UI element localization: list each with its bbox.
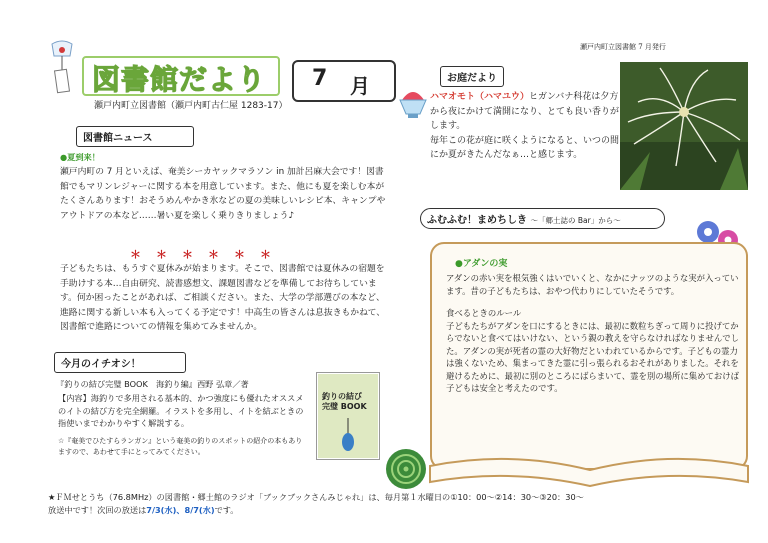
trivia-rule-title: 食べるときのルール — [446, 308, 522, 318]
book-cover-title: 釣りの結び 完璧 BOOK — [322, 392, 367, 411]
newsletter-title: 図書館だより — [92, 63, 267, 96]
radio-notice-line-1: ★ＦＭせとうち（76.8MHz）の図書館・郷土館のラジオ「ブックブックさんみじゃれ」は、毎月第１水曜日の①10：00～②14：30～③20：30～ — [48, 492, 584, 502]
ichioshi-heading: 今月のイチオシ！ — [54, 352, 186, 373]
book-title: 『釣りの結び完璧 BOOK 海釣り編』 — [56, 379, 197, 389]
radio-notice-pre: 放送中です！次回の放送は — [48, 505, 147, 515]
news-paragraph-2: 子どもたちは、もうすぐ夏休みが始まります。そこで、図書館では夏休みの宿題を手助けする本…自由研究、読書感想文、課題図書などを準備してお待ちしています。何か困ったことがあれば、ご相談ください。また、大学の学部選びの本など、進路に関する新しい本も入ってくる予定です！中高生の皆さんは息抜きもかねて、図書館で進路についての情報を集めてみませんか。 — [60, 264, 386, 333]
news-heading: 図書館ニュース — [76, 126, 194, 147]
book-author: 西野 弘章／著 — [196, 379, 249, 389]
star-divider: ＊ ＊ ＊ ＊ ＊ ＊ — [130, 248, 273, 261]
plant-name: ハマオモト（ハマユウ） — [430, 92, 530, 102]
garden-text — [430, 90, 625, 163]
flower-photo — [620, 62, 748, 190]
library-address: 瀬戸内町立図書館（瀬戸内町古仁屋 1283-17） — [94, 101, 288, 111]
news-paragraph-1: 瀬戸内町の 7 月といえば、奄美シーカヤックマラソン in 加計呂麻大会です！図書館でもマリンレジャーに関する本を用意しています。また、他にも夏を楽しむ本がたくさんあります！おそうめんやかき氷などの夏の美味しいレシピ本、キャンプやアウトドアの本など……暑い夏を楽しく乗りきりましょう♪ — [60, 167, 386, 221]
shaved-ice-icon — [396, 84, 430, 120]
plant-description: ヒガンバナ科花は夕方から夜にかけて満開になり、とても良い香りがします。 — [430, 92, 620, 131]
fishing-lure-icon — [330, 418, 366, 452]
month-frame — [292, 60, 396, 102]
month-kanji: 月 — [350, 74, 370, 98]
trivia-source: ～「郷土誌の Bar」から～ — [530, 216, 621, 225]
month-number: 7 — [312, 66, 328, 91]
trivia-paragraph-1: アダンの赤い実を根気強くはいでいくと、なかにナッツのような実が入っています。昔の子どもたちは、おやつ代わりにしていたそうです。 — [446, 273, 739, 296]
trivia-paragraph-2: 子どもたちがアダンを口にするときには、最初に数粒ちぎって周りに投げてからでないと食べてはいけない、という親の教えを守らなければなりませんでした。アダンの実が死者の霊の大好物だといわれているからです。子どもの霊力は強くないため、集まってきた霊に引っ張られるおそれがありました。それを避けるために、最初に別のところにばらまいて、霊を別の場所に集めておけば子どもは安全と考えたのです。 — [446, 320, 740, 393]
summer-label: ●夏到来！ — [60, 152, 100, 162]
trivia-heading — [420, 208, 665, 229]
garden-impression: 毎年この花が庭に咲くようになると、いつの間にか夏がきたんだなぁ…と感じます。 — [430, 135, 620, 160]
trivia-title: ふむふむ！まめちしき — [427, 215, 527, 226]
book-description: 【内容】海釣りで多用される基本的、かつ強度にも優れたオススメのイトの結び方を完全網羅。イラストを多用し、イトを結ぶときの指使いまでわかりやすく解説する。 — [58, 393, 304, 428]
radio-notice — [48, 491, 748, 517]
book-line — [56, 378, 306, 391]
trivia-body — [446, 272, 742, 395]
radio-notice-post: です。 — [214, 505, 239, 515]
book-note: ☆『奄美でひたすらランガン』という奄美の釣りのスポットの紹介の本もありますので、あわせて手にとってみてください。 — [58, 437, 303, 456]
open-book-base — [410, 446, 768, 490]
trivia-topic: ●アダンの実 — [455, 259, 508, 269]
radio-notice-line-2 — [48, 504, 748, 517]
garden-heading: お庭だより — [440, 66, 504, 87]
mosquito-coil-icon — [383, 446, 429, 492]
wind-chime-icon — [40, 40, 84, 100]
broadcast-dates: 7/3(水)、8/7(水) — [146, 505, 215, 515]
issuer-line: 瀬戸内町立図書館 7 月発行 — [580, 43, 666, 51]
